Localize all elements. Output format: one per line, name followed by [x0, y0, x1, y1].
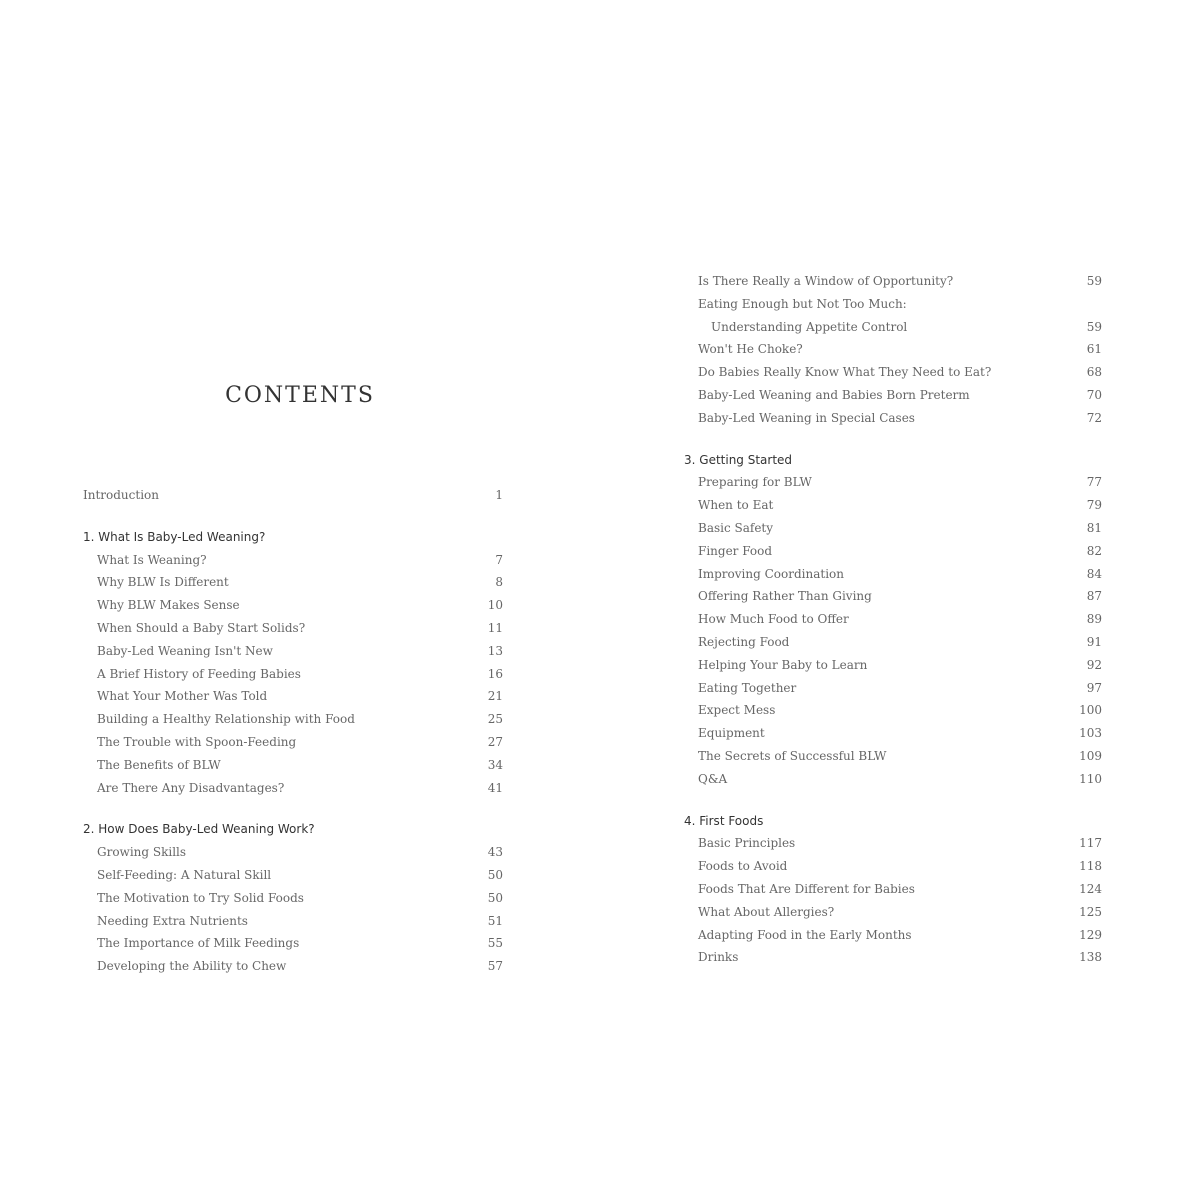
toc-entry[interactable]	[83, 932, 503, 955]
toc-entry-title: What Your Mother Was Told	[97, 689, 268, 704]
toc-entry-page: 70	[1086, 387, 1102, 402]
toc-entry-title: The Importance of Milk Feedings	[97, 936, 300, 951]
toc-entry-page: 41	[487, 780, 503, 795]
chapter-4-entries	[684, 832, 1102, 969]
toc-entry[interactable]	[684, 316, 1102, 339]
toc-entry-page: 97	[1086, 680, 1102, 695]
toc-entry-page: 138	[1079, 950, 1102, 965]
toc-entry[interactable]	[684, 901, 1102, 924]
toc-entry[interactable]	[83, 864, 503, 887]
toc-entry[interactable]	[83, 777, 503, 800]
toc-entry-title: Helping Your Baby to Learn	[698, 657, 868, 672]
toc-entry-page: 77	[1086, 475, 1102, 490]
toc-entry-page: 50	[487, 867, 503, 882]
toc-entry[interactable]	[684, 338, 1102, 361]
toc-entry-title: Growing Skills	[97, 845, 187, 860]
toc-entry-page: 103	[1079, 726, 1102, 741]
toc-entry-title: Introduction	[83, 488, 159, 502]
toc-entry[interactable]	[684, 384, 1102, 407]
toc-entry-title: Baby-Led Weaning Isn't New	[97, 643, 273, 658]
chapter-3-heading[interactable]: 3. Getting Started	[684, 452, 793, 467]
toc-entry[interactable]	[83, 841, 503, 864]
toc-entry-page: 50	[487, 890, 503, 905]
toc-entry-page: 129	[1079, 927, 1102, 942]
toc-entry-title: Do Babies Really Know What They Need to Eat?	[698, 365, 992, 380]
toc-entry[interactable]	[684, 677, 1102, 700]
toc-entry[interactable]	[83, 685, 503, 708]
toc-entry-page: 7	[495, 552, 503, 567]
toc-entry-title: Why BLW Makes Sense	[97, 598, 240, 613]
toc-entry-page: 87	[1086, 589, 1102, 604]
toc-entry[interactable]	[684, 924, 1102, 947]
toc-entry[interactable]	[83, 549, 503, 572]
contents-title: CONTENTS	[225, 383, 375, 408]
toc-entry-page: 84	[1086, 566, 1102, 581]
toc-entry-title: Why BLW Is Different	[97, 575, 229, 590]
toc-entry-page: 59	[1086, 274, 1102, 288]
toc-entry[interactable]	[684, 540, 1102, 563]
toc-entry-page: 34	[487, 757, 503, 772]
toc-entry-page: 51	[487, 913, 503, 928]
toc-entry-title: Is There Really a Window of Opportunity?	[698, 274, 954, 288]
toc-entry-page: 59	[1086, 319, 1102, 334]
toc-entry-page: 25	[487, 712, 503, 727]
toc-entry-page: 117	[1079, 836, 1102, 851]
toc-entry-page: 81	[1086, 520, 1102, 535]
toc-entry-title: Basic Principles	[698, 836, 796, 851]
toc-entry[interactable]	[684, 722, 1102, 745]
toc-entry[interactable]	[684, 855, 1102, 878]
toc-entry-page: 79	[1086, 498, 1102, 513]
toc-entry[interactable]	[83, 571, 503, 594]
chapter-2-entries	[83, 841, 503, 978]
toc-entry-title: Eating Enough but Not Too Much:	[698, 296, 907, 311]
toc-entry-page: 43	[487, 845, 503, 860]
toc-right-column	[684, 270, 1102, 969]
toc-entry-title: Improving Coordination	[698, 566, 844, 581]
toc-entry-title: Basic Safety	[698, 520, 774, 535]
toc-entry-title: Expect Mess	[698, 703, 776, 718]
toc-entry[interactable]	[684, 471, 1102, 494]
chapter-4-heading[interactable]: 4. First Foods	[684, 813, 764, 828]
toc-entry-page: 68	[1086, 365, 1102, 380]
toc-entry[interactable]	[83, 594, 503, 617]
toc-entry-title: What Is Weaning?	[97, 552, 207, 567]
toc-entry[interactable]	[83, 640, 503, 663]
toc-entry-page: 110	[1079, 771, 1102, 786]
toc-entry-page: 72	[1086, 410, 1102, 425]
toc-entry[interactable]	[83, 910, 503, 933]
toc-entry[interactable]	[684, 494, 1102, 517]
toc-entry[interactable]	[684, 361, 1102, 384]
toc-entry-title: Finger Food	[698, 543, 773, 558]
toc-entry-title: The Motivation to Try Solid Foods	[97, 890, 304, 905]
toc-entry-page: 1	[495, 488, 503, 502]
toc-entry[interactable]	[684, 654, 1102, 677]
toc-entry[interactable]	[684, 832, 1102, 855]
toc-entry[interactable]	[684, 517, 1102, 540]
toc-entry-page: 8	[495, 575, 503, 590]
toc-entry[interactable]	[83, 617, 503, 640]
toc-entry[interactable]	[83, 754, 503, 777]
toc-entry-title: What About Allergies?	[698, 904, 835, 919]
toc-entry-page: 57	[487, 959, 503, 974]
toc-entry-title: Offering Rather Than Giving	[698, 589, 872, 604]
toc-entry-page: 13	[487, 643, 503, 658]
toc-entry-page: 21	[487, 689, 503, 704]
toc-entry[interactable]	[684, 699, 1102, 722]
toc-entry-page: 27	[487, 734, 503, 749]
toc-entry-title: Foods That Are Different for Babies	[698, 881, 915, 896]
toc-entry-page: 92	[1086, 657, 1102, 672]
toc-entry-page: 100	[1079, 703, 1102, 718]
toc-entry-page: 125	[1079, 904, 1102, 919]
toc-entry-title: The Trouble with Spoon-Feeding	[97, 734, 297, 749]
toc-entry-page: 89	[1086, 612, 1102, 627]
toc-entry[interactable]	[83, 708, 503, 731]
toc-entry[interactable]	[684, 585, 1102, 608]
toc-entry-page: 55	[487, 936, 503, 951]
toc-entry-title: When to Eat	[698, 498, 774, 513]
toc-entry[interactable]	[684, 293, 1102, 316]
toc-entry-title: Adapting Food in the Early Months	[698, 927, 912, 942]
toc-left-column	[83, 484, 503, 978]
toc-entry-title: Equipment	[698, 726, 765, 741]
toc-entry-page: 10	[487, 598, 503, 613]
toc-entry-title: Won't He Choke?	[698, 342, 803, 357]
toc-entry-title: The Secrets of Successful BLW	[698, 748, 887, 763]
toc-entry-title: Foods to Avoid	[698, 859, 788, 874]
toc-entry[interactable]	[684, 631, 1102, 654]
toc-entry[interactable]	[83, 887, 503, 910]
toc-entry-title: Baby-Led Weaning and Babies Born Preterm	[698, 387, 970, 402]
toc-entry-page: 11	[487, 620, 503, 635]
toc-entry-title: Drinks	[698, 950, 739, 965]
toc-entry-page: 61	[1086, 342, 1102, 357]
toc-entry-page: 109	[1079, 748, 1102, 763]
toc-entry-title: Self-Feeding: A Natural Skill	[97, 867, 272, 882]
toc-entry-title: Developing the Ability to Chew	[97, 959, 287, 974]
toc-entry-page: 82	[1086, 543, 1102, 558]
toc-entry[interactable]	[684, 878, 1102, 901]
toc-entry[interactable]	[83, 731, 503, 754]
toc-entry-title: Q&A	[698, 771, 728, 786]
toc-entry-title: Preparing for BLW	[698, 475, 812, 490]
toc-entry-page: 118	[1079, 859, 1102, 874]
toc-entry-title: When Should a Baby Start Solids?	[97, 620, 306, 635]
toc-entry-title: Are There Any Disadvantages?	[97, 780, 285, 795]
toc-entry-title: The Benefits of BLW	[97, 757, 221, 772]
toc-entry-page: 16	[487, 666, 503, 681]
toc-entry[interactable]	[684, 608, 1102, 631]
toc-entry[interactable]	[684, 563, 1102, 586]
toc-entry-title: Baby-Led Weaning in Special Cases	[698, 410, 915, 425]
toc-entry-introduction[interactable]	[83, 484, 503, 507]
toc-entry[interactable]	[684, 946, 1102, 969]
toc-entry-title: Rejecting Food	[698, 634, 790, 649]
chapter-1-heading[interactable]: 1. What Is Baby-Led Weaning?	[83, 529, 266, 544]
toc-entry-title: Needing Extra Nutrients	[97, 913, 248, 928]
toc-entry[interactable]	[83, 955, 503, 978]
chapter-2-heading[interactable]: 2. How Does Baby-Led Weaning Work?	[83, 822, 315, 837]
chapter-1-entries	[83, 549, 503, 800]
toc-entry-title: Building a Healthy Relationship with Food	[97, 712, 355, 727]
toc-entry-title: Understanding Appetite Control	[711, 319, 908, 334]
chapter-3-entries	[684, 471, 1102, 790]
toc-entry[interactable]	[684, 768, 1102, 791]
toc-entry-page: 91	[1086, 634, 1102, 649]
toc-entry-page: 124	[1079, 881, 1102, 896]
toc-entry[interactable]	[684, 270, 1102, 293]
toc-entry-title: How Much Food to Offer	[698, 612, 849, 627]
toc-entry-title: Eating Together	[698, 680, 797, 695]
toc-entry[interactable]	[684, 745, 1102, 768]
chapter-2-continued-entries	[684, 270, 1102, 430]
toc-entry[interactable]	[684, 407, 1102, 430]
toc-entry[interactable]	[83, 663, 503, 686]
toc-entry-title: A Brief History of Feeding Babies	[97, 666, 301, 681]
